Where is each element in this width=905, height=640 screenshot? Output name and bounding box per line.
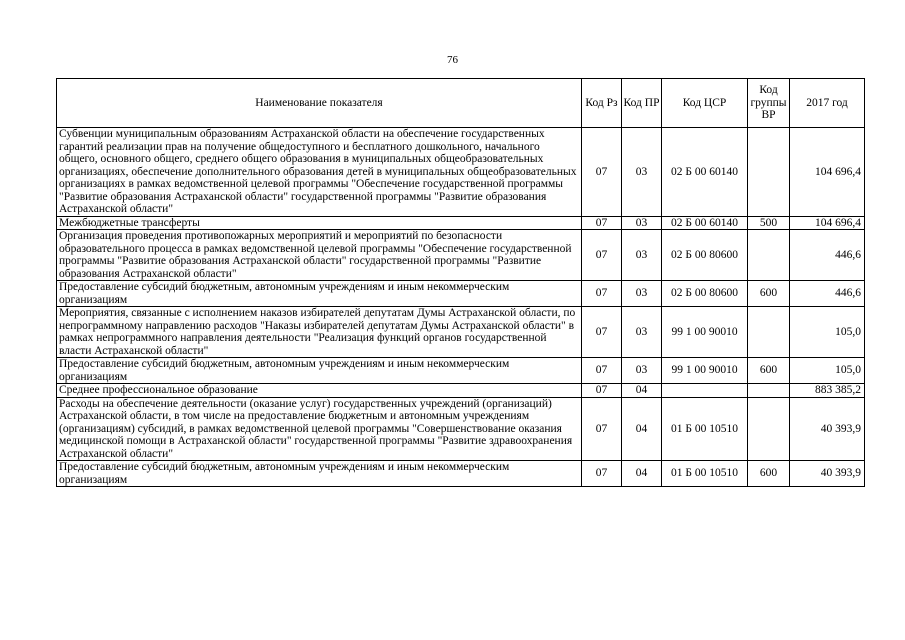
row-rz: 07: [582, 397, 622, 461]
row-vr: [748, 128, 790, 217]
table-row: [57, 128, 865, 217]
row-pr: 03: [622, 216, 662, 230]
table-row: [57, 461, 865, 487]
table-row: [57, 230, 865, 281]
row-amount: 104 696,4: [790, 128, 865, 217]
row-amount: 105,0: [790, 307, 865, 358]
row-rz: 07: [582, 230, 622, 281]
row-csr: 01 Б 00 10510: [662, 461, 748, 487]
row-rz: 07: [582, 358, 622, 384]
row-name: Расходы на обеспечение деятельности (оказание услуг) государственных учреждений (организаций) Астраханской области, в том числе на предоставление бюджетным и автономным учреждениям (организациям) субсидий, в рамках ведомственной целевой программы "Совершенствование оказания медицинской помощи в Астраханской области" государственной программы "Развитие здравоохранения Астраханской области": [57, 397, 582, 461]
row-amount: 446,6: [790, 281, 865, 307]
row-rz: 07: [582, 216, 622, 230]
table-row: [57, 216, 865, 230]
header-name: Наименование показателя: [57, 79, 582, 128]
row-vr: [748, 230, 790, 281]
row-pr: 03: [622, 230, 662, 281]
row-amount: 883 385,2: [790, 384, 865, 398]
header-year: 2017 год: [790, 79, 865, 128]
row-csr: [662, 384, 748, 398]
row-pr: 04: [622, 397, 662, 461]
row-name: Среднее профессиональное образование: [57, 384, 582, 398]
row-vr: [748, 384, 790, 398]
row-name: Предоставление субсидий бюджетным, автономным учреждениям и иным некоммерческим организациям: [57, 281, 582, 307]
table-row: [57, 397, 865, 461]
row-csr: 99 1 00 90010: [662, 358, 748, 384]
header-csr: Код ЦСР: [662, 79, 748, 128]
row-csr: 01 Б 00 10510: [662, 397, 748, 461]
row-amount: 40 393,9: [790, 461, 865, 487]
budget-table: [56, 78, 865, 487]
page-number: 76: [447, 54, 458, 66]
row-rz: 07: [582, 307, 622, 358]
row-name: Субвенции муниципальным образованиям Астраханской области на обеспечение государственных гарантий реализации прав на получение общедоступного и бесплатного дошкольного, начального общего, основного общего, среднего общего образования в муниципальных общеобразовательных организациях, обеспечение дополнительного образования детей в муниципальных общеобразовательных организациях в рамках ведомственной целевой программы "Обеспечение государственной программы "Развитие образования Астраханской области" государственной программы "Развитие образования Астраханской области": [57, 128, 582, 217]
row-name: Предоставление субсидий бюджетным, автономным учреждениям и иным некоммерческим организациям: [57, 461, 582, 487]
row-vr: 500: [748, 216, 790, 230]
header-pr: Код ПР: [622, 79, 662, 128]
row-vr: [748, 307, 790, 358]
row-pr: 04: [622, 461, 662, 487]
row-amount: 446,6: [790, 230, 865, 281]
row-amount: 104 696,4: [790, 216, 865, 230]
row-name: Мероприятия, связанные с исполнением наказов избирателей депутатам Думы Астраханской области, по непрограммному направлению расходов "Наказы избирателей депутатам Думы Астраханской области" в рамках непрограммного направления деятельности "Реализация функций органов государственной власти Астраханской области": [57, 307, 582, 358]
row-pr: 03: [622, 281, 662, 307]
row-rz: 07: [582, 281, 622, 307]
table-row: [57, 384, 865, 398]
row-csr: 99 1 00 90010: [662, 307, 748, 358]
table-header-row: [57, 79, 865, 128]
row-vr: 600: [748, 358, 790, 384]
row-vr: 600: [748, 281, 790, 307]
row-csr: 02 Б 00 60140: [662, 128, 748, 217]
row-csr: 02 Б 00 80600: [662, 281, 748, 307]
table-row: [57, 307, 865, 358]
row-amount: 40 393,9: [790, 397, 865, 461]
row-vr: [748, 397, 790, 461]
table-row: [57, 358, 865, 384]
row-vr: 600: [748, 461, 790, 487]
row-pr: 03: [622, 128, 662, 217]
table-row: [57, 281, 865, 307]
row-amount: 105,0: [790, 358, 865, 384]
row-pr: 04: [622, 384, 662, 398]
row-pr: 03: [622, 358, 662, 384]
header-rz: Код Рз: [582, 79, 622, 128]
row-rz: 07: [582, 128, 622, 217]
row-csr: 02 Б 00 60140: [662, 216, 748, 230]
row-pr: 03: [622, 307, 662, 358]
row-name: Предоставление субсидий бюджетным, автономным учреждениям и иным некоммерческим организациям: [57, 358, 582, 384]
row-rz: 07: [582, 384, 622, 398]
row-name: Межбюджетные трансферты: [57, 216, 582, 230]
row-name: Организация проведения противопожарных мероприятий и мероприятий по безопасности образовательного процесса в рамках ведомственной целевой программы "Обеспечение государственной программы "Развитие образования Астраханской области" государственной программы "Развитие образования Астраханской области": [57, 230, 582, 281]
row-rz: 07: [582, 461, 622, 487]
header-vr: Код группы ВР: [748, 79, 790, 128]
row-csr: 02 Б 00 80600: [662, 230, 748, 281]
